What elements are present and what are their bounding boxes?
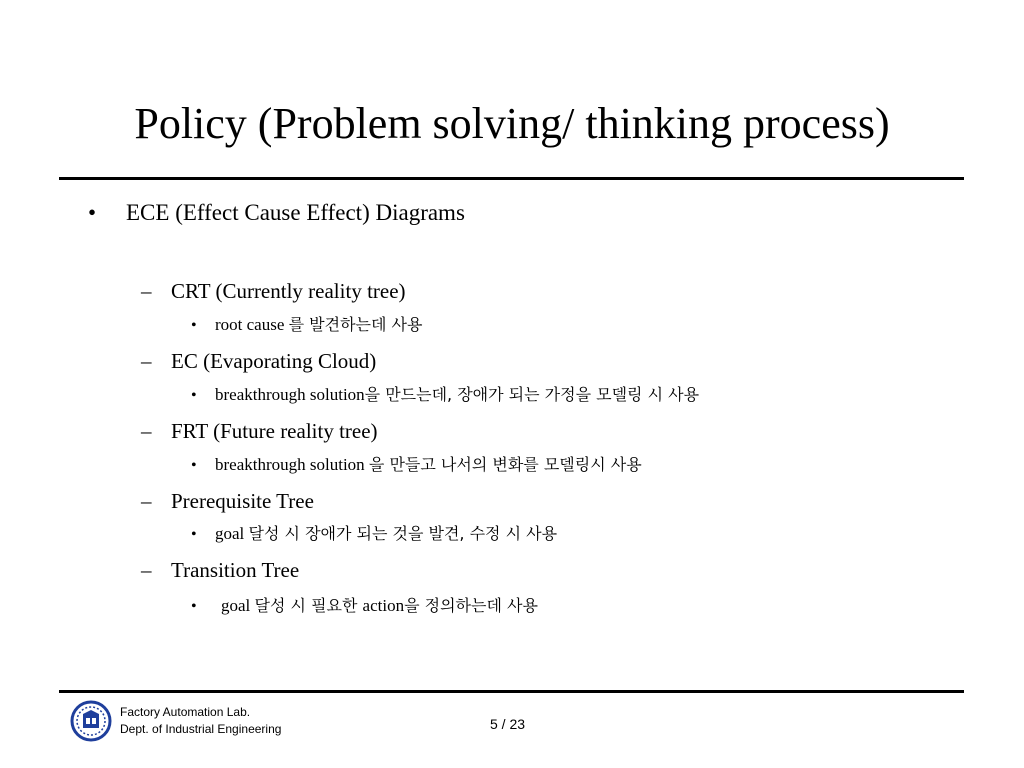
bullet-mark: •: [191, 317, 197, 334]
detail-frt: [191, 454, 642, 477]
detail-crt: [191, 314, 422, 337]
page-number: 5 / 23: [490, 716, 526, 732]
detail-prerequisite-tree: [191, 523, 557, 546]
detail-text-korean: 달성 시 장애가 되는 것을 발견, 수정 시 사용: [248, 524, 558, 543]
slide-title: Policy (Problem solving/ thinking process): [134, 99, 890, 148]
sub-item-label: Prerequisite Tree: [171, 489, 314, 513]
footer-lab-name: Factory Automation Lab.: [120, 705, 251, 719]
detail-text-korean: 를 발견하는데 사용: [288, 315, 423, 334]
bullet-mark: •: [88, 200, 97, 225]
detail-transition-tree: [191, 595, 538, 618]
sub-item-ec: [141, 348, 376, 374]
dash-mark: –: [141, 489, 152, 513]
title-divider: [59, 177, 964, 180]
sub-item-crt: [141, 278, 406, 304]
detail-text-korean: 을 만드는데, 장애가 되는 가정을 모델링 시 사용: [364, 385, 700, 404]
sub-item-prerequisite-tree: [141, 488, 314, 514]
main-bullet: [88, 199, 465, 227]
university-emblem-icon: [70, 700, 112, 742]
detail-text-latin: breakthrough solution: [215, 455, 369, 474]
detail-text-latin: goal: [221, 596, 255, 615]
detail-text-latin-2: action: [362, 596, 405, 615]
footer-lab-info: [120, 704, 281, 738]
footer-dept-name: Dept. of Industrial Engineering: [120, 722, 282, 736]
bullet-mark: •: [191, 387, 197, 404]
bullet-mark: •: [191, 526, 197, 543]
detail-ec: [191, 384, 699, 407]
sub-item-label: FRT (Future reality tree): [171, 419, 378, 443]
bullet-mark: •: [191, 598, 197, 615]
detail-text-latin: root cause: [215, 315, 289, 334]
detail-text-korean: 달성 시 필요한: [254, 596, 363, 615]
dash-mark: –: [141, 349, 152, 373]
dash-mark: –: [141, 558, 152, 582]
dash-mark: –: [141, 419, 152, 443]
main-bullet-text: ECE (Effect Cause Effect) Diagrams: [126, 200, 465, 225]
detail-text-korean-2: 을 정의하는데 사용: [404, 596, 538, 615]
sub-item-label: EC (Evaporating Cloud): [171, 349, 377, 373]
sub-item-frt: [141, 418, 378, 444]
detail-text-korean: 을 만들고 나서의 변화를 모델링시 사용: [368, 455, 642, 474]
sub-item-label: CRT (Currently reality tree): [171, 279, 406, 303]
detail-text-latin: breakthrough solution: [215, 385, 365, 404]
sub-item-label: Transition Tree: [171, 558, 300, 582]
dash-mark: –: [141, 279, 152, 303]
footer-divider: [59, 690, 964, 693]
bullet-mark: •: [191, 457, 197, 474]
detail-text-latin: goal: [215, 524, 249, 543]
sub-item-transition-tree: [141, 557, 299, 583]
